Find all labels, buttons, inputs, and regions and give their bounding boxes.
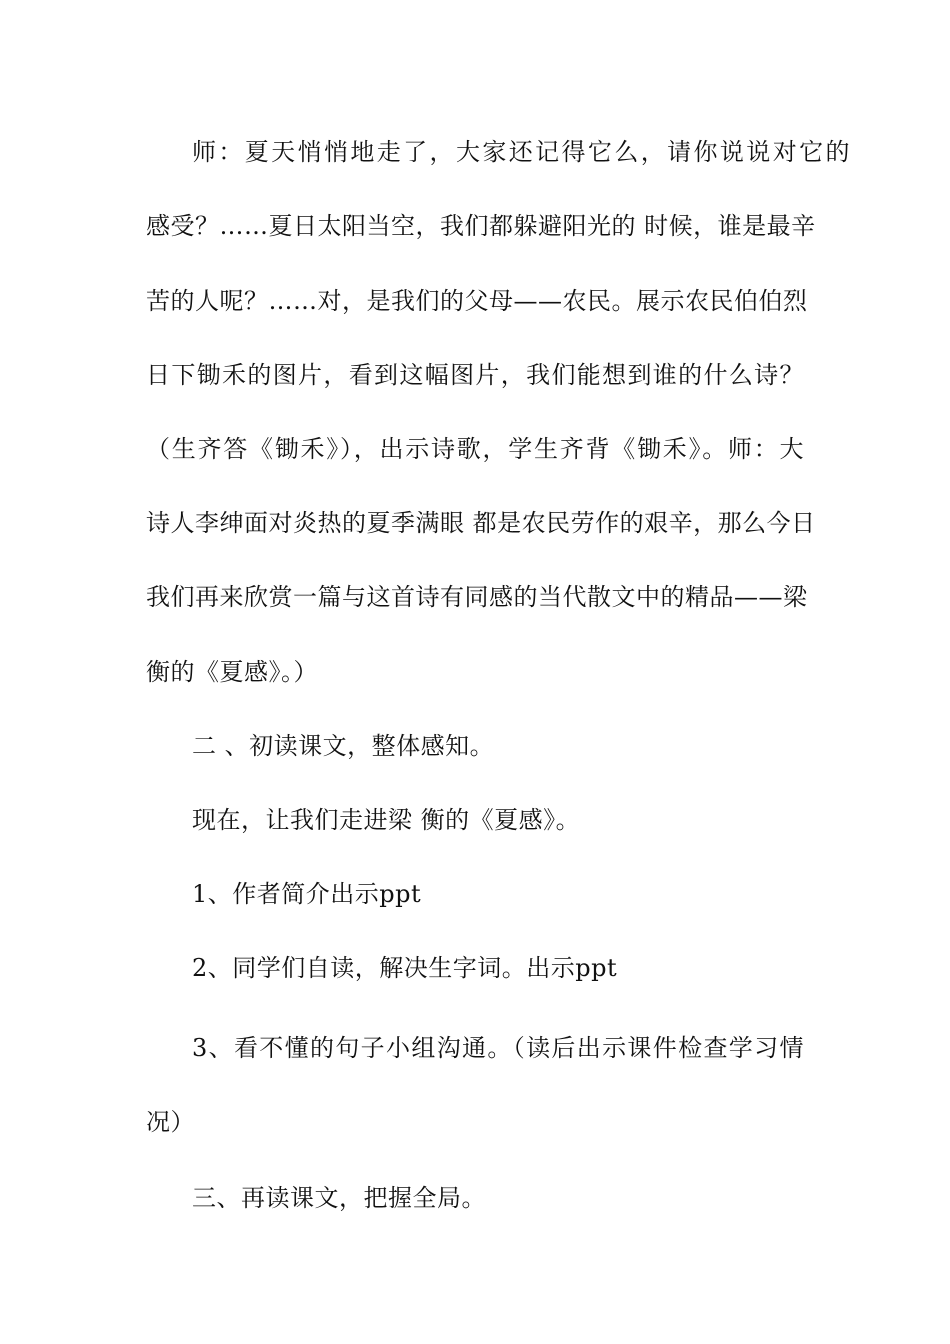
paragraph-line: 日下锄禾的图片，看到这幅图片，我们能想到谁的什么诗？: [146, 361, 804, 389]
paragraph-line: 师：夏天悄悄地走了，大家还记得它么，请你说说对它的: [192, 138, 850, 166]
section-heading: 二 、初读课文，整体感知。: [192, 732, 495, 760]
list-item: 1、作者简介出示ppt: [192, 880, 422, 908]
list-item: 2、同学们自读，解决生字词。出示ppt: [192, 954, 618, 982]
paragraph-line: 衡的《夏感》。）: [146, 658, 318, 686]
paragraph-line: 感受？……夏日太阳当空，我们都躲避阳光的 时候，谁是最辛: [146, 212, 816, 240]
list-item: 3、看不懂的句子小组沟通。（读后出示课件检查学习情: [192, 1034, 804, 1062]
paragraph-line: 诗人李绅面对炎热的夏季满眼 都是农民劳作的艰辛，那么今日: [146, 509, 816, 537]
paragraph-line: 苦的人呢？……对，是我们的父母——农民。展示农民伯伯烈: [146, 287, 808, 315]
list-item-continuation: 况）: [146, 1108, 195, 1136]
paragraph-line: （生齐答《锄禾》），出示诗歌，学生齐背《锄禾》。师：大: [146, 435, 804, 463]
paragraph-line: 我们再来欣赏一篇与这首诗有同感的当代散文中的精品——梁: [146, 583, 808, 611]
section-heading: 三、再读课文，把握全局。: [192, 1184, 486, 1212]
paragraph-line: 现在，让我们走进梁 衡的《夏感》。: [192, 806, 581, 834]
